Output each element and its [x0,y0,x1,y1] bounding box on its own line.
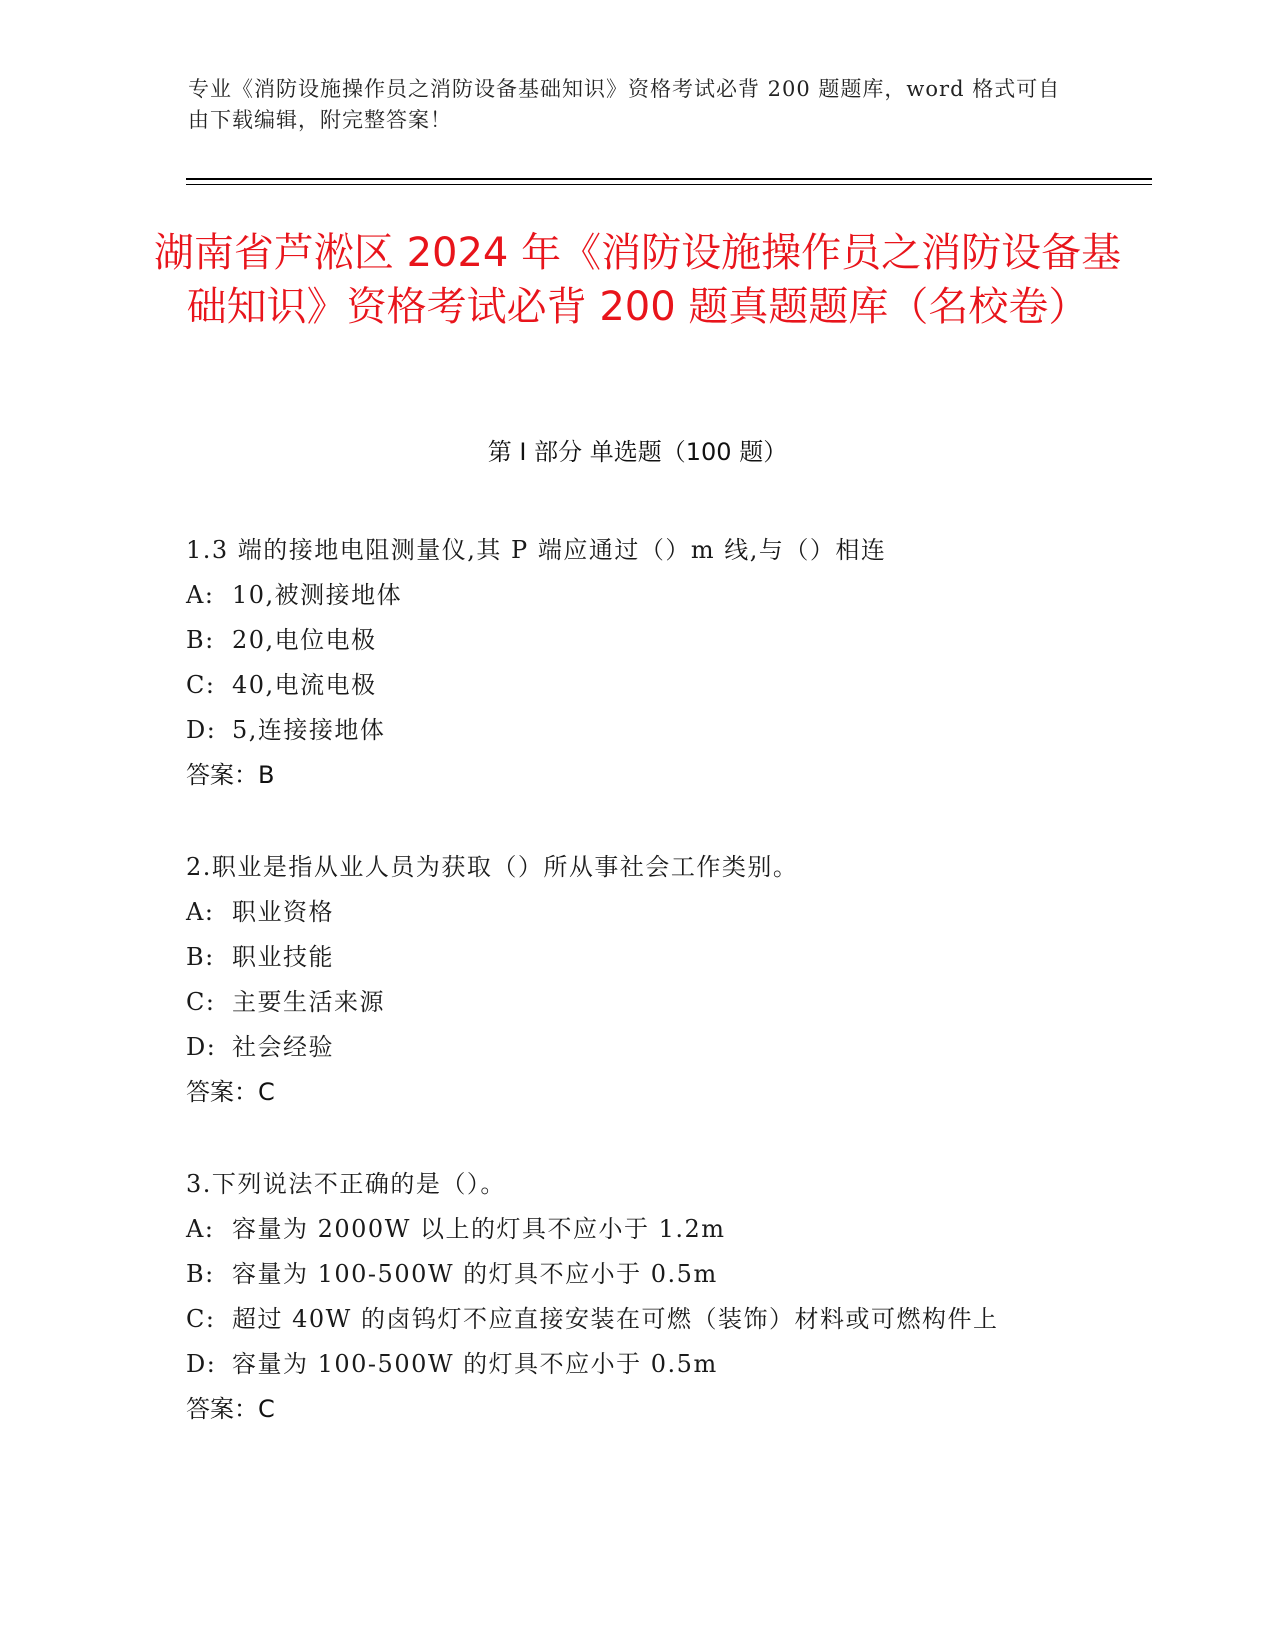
option-text: 社会经验 [232,1033,334,1061]
option-text: 容量为 100-500W 的灯具不应小于 0.5m [232,1260,718,1288]
question-stem: 1.3 端的接地电阻测量仪,其 P 端应通过（）m 线,与（）相连 [186,536,887,564]
option-letter: B: [186,943,215,971]
option-text: 10,被测接地体 [232,581,403,609]
answer-label: 答案： [186,1078,258,1106]
option-a [186,890,1126,935]
option-b [186,1252,1126,1297]
answer-label: 答案： [186,1395,258,1423]
header-note: 专业《消防设施操作员之消防设备基础知识》资格考试必背 200 题题库，word 格式可自由下载编辑，附完整答案！ [188,77,1061,132]
document-title: 湖南省芦淞区 2024 年《消防设施操作员之消防设备基础知识》资格考试必背 200 题真题题库（名校卷） [153,230,1122,330]
option-letter: A: [186,898,215,926]
option-c [186,980,1126,1025]
question-1 [186,528,1126,798]
option-letter: A: [186,581,215,609]
option-letter: B: [186,626,215,654]
option-letter: B: [186,1260,215,1288]
question-3 [186,1162,1126,1432]
option-text: 主要生活来源 [232,988,385,1016]
option-a [186,573,1126,618]
option-d [186,708,1126,753]
answer-line [186,1387,1126,1432]
answer-value: C [258,1395,275,1423]
option-letter: A: [186,1215,215,1243]
header-divider-thick [186,178,1152,180]
option-text: 职业技能 [232,943,334,971]
option-text: 40,电流电极 [232,671,377,699]
answer-label: 答案： [186,761,258,789]
answer-line [186,1070,1126,1115]
question-stem: 3.下列说法不正确的是（）。 [186,1170,506,1198]
question-2 [186,845,1126,1115]
option-b [186,618,1126,663]
option-a [186,1207,1126,1252]
answer-value: C [258,1078,275,1106]
answer-value: B [258,761,275,789]
answer-line [186,753,1126,798]
section-heading: 第 I 部分 单选题（100 题） [487,438,788,466]
option-letter: D: [186,1033,217,1061]
option-c [186,663,1126,708]
option-text: 容量为 2000W 以上的灯具不应小于 1.2m [232,1215,726,1243]
option-text: 5,连接接地体 [232,716,386,744]
question-list [186,528,1126,1479]
option-text: 超过 40W 的卤钨灯不应直接安装在可燃（装饰）材料或可燃构件上 [232,1305,999,1333]
option-letter: C: [186,988,216,1016]
option-d [186,1342,1126,1387]
option-text: 容量为 100-500W 的灯具不应小于 0.5m [232,1350,718,1378]
option-text: 职业资格 [232,898,334,926]
option-letter: C: [186,1305,216,1333]
option-text: 20,电位电极 [232,626,377,654]
header-divider-thin [186,184,1152,185]
option-letter: C: [186,671,216,699]
option-d [186,1025,1126,1070]
option-letter: D: [186,1350,217,1378]
question-stem: 2.职业是指从业人员为获取（）所从事社会工作类别。 [186,853,799,881]
option-c [186,1297,1126,1342]
option-letter: D: [186,716,217,744]
option-b [186,935,1126,980]
